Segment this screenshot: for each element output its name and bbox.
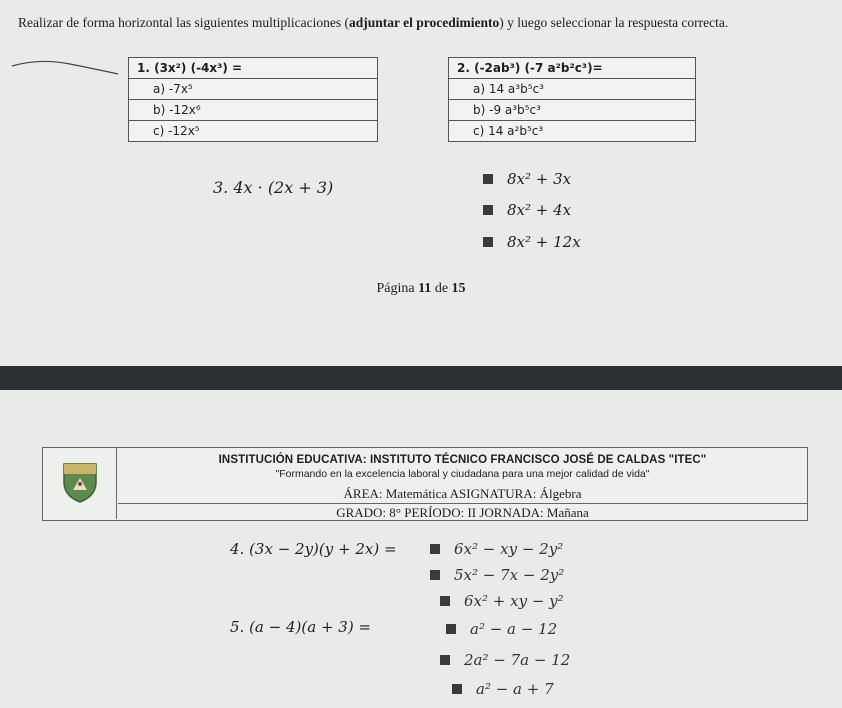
checkbox-icon[interactable] <box>430 544 440 554</box>
question-5-option-2[interactable]: 2a² − 7a − 12 <box>440 651 570 669</box>
subject-line: ÁREA: Matemática ASIGNATURA: Álgebra <box>343 486 582 501</box>
question-3-option-1[interactable]: 8x² + 3x <box>483 170 571 188</box>
instructions-bold: adjuntar el procedimiento <box>349 15 500 30</box>
school-motto: "Formando en la excelencia laboral y ciudadana para una mejor calidad de vida" <box>275 468 650 480</box>
checkbox-icon[interactable] <box>483 237 493 247</box>
checkbox-icon[interactable] <box>440 596 450 606</box>
question-3-label: 3. 4x · (2x + 3) <box>213 178 334 197</box>
question-5-label: 5. (a − 4)(a + 3) = <box>230 618 372 636</box>
question-1-option-b[interactable]: b) -12x⁶ <box>129 100 378 121</box>
checkbox-icon[interactable] <box>430 570 440 580</box>
checkbox-icon[interactable] <box>440 655 450 665</box>
question-2-table <box>448 57 696 142</box>
question-5-option-3[interactable]: a² − a + 7 <box>452 680 554 698</box>
question-2-header: 2. (-2ab³) (-7 a²b²c³)= <box>449 58 696 79</box>
school-header <box>42 447 808 521</box>
question-1-header: 1. (3x²) (-4x³) = <box>129 58 378 79</box>
question-1-table <box>128 57 378 142</box>
instructions <box>18 14 828 32</box>
question-4-option-1[interactable]: 6x² − xy − 2y² <box>430 540 563 558</box>
question-2-option-c[interactable]: c) 14 a²b⁵c³ <box>449 121 696 142</box>
pen-scribble-icon <box>10 56 120 76</box>
school-name: INSTITUCIÓN EDUCATIVA: INSTITUTO TÉCNICO FRANCISCO JOSÉ DE CALDAS "ITEC" <box>218 454 707 466</box>
question-2-option-b[interactable]: b) -9 a³b⁵c³ <box>449 100 696 121</box>
question-1-option-c[interactable]: c) -12x⁵ <box>129 121 378 142</box>
logo-cell <box>43 448 117 519</box>
page-separator-band <box>0 366 842 390</box>
question-2-option-a[interactable]: a) 14 a³b⁵c³ <box>449 79 696 100</box>
question-3-option-2[interactable]: 8x² + 4x <box>483 201 571 219</box>
question-5-option-1[interactable]: a² − a − 12 <box>446 620 557 638</box>
instructions-text-2: ) y luego seleccionar la respuesta correcta. <box>499 15 729 30</box>
checkbox-icon[interactable] <box>452 684 462 694</box>
question-3-option-3[interactable]: 8x² + 12x <box>483 233 581 251</box>
question-4-option-3[interactable]: 6x² + xy − y² <box>440 592 564 610</box>
question-4-label: 4. (3x − 2y)(y + 2x) = <box>230 540 397 558</box>
page-number: Página 11 de 15 <box>376 281 466 296</box>
school-shield-icon <box>61 460 99 504</box>
checkbox-icon[interactable] <box>483 205 493 215</box>
checkbox-icon[interactable] <box>483 174 493 184</box>
instructions-text-1: Realizar de forma horizontal las siguientes multiplicaciones ( <box>18 15 350 30</box>
checkbox-icon[interactable] <box>446 624 456 634</box>
question-4-option-2[interactable]: 5x² − 7x − 2y² <box>430 566 564 584</box>
question-1-option-a[interactable]: a) -7x⁵ <box>129 79 378 100</box>
grade-line: GRADO: 8° PERÍODO: II JORNADA: Mañana <box>118 503 807 521</box>
